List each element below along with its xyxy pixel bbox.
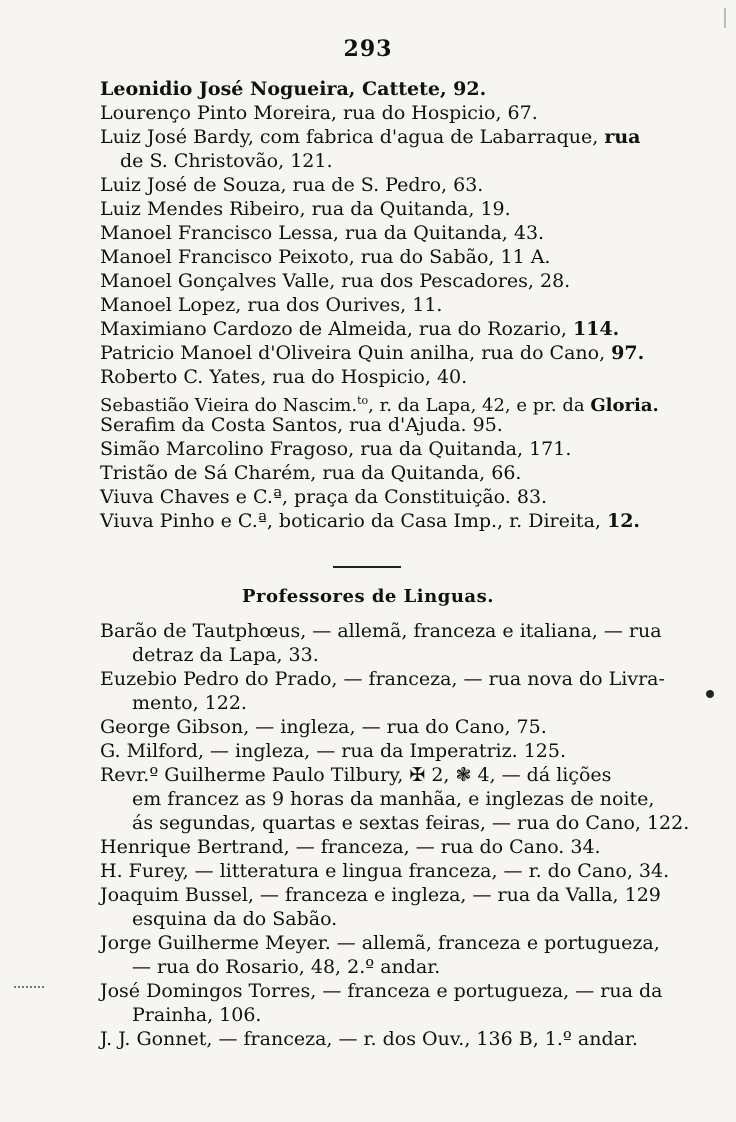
professor-line: Henrique Bertrand, — franceza, — rua do Cano. 34.: [100, 836, 601, 858]
ink-dot: [706, 690, 714, 698]
entry-line: Tristão de Sá Charém, rua da Quitanda, 66.: [100, 462, 522, 484]
professor-line: George Gibson, — ingleza, — rua do Cano, 75.: [100, 716, 547, 738]
entry-line: Sebastião Vieira do Nascim.$^{to}$, r. da Lapa, 42, e pr. da Gloria.: [100, 394, 659, 416]
professor-line: Euzebio Pedro do Prado, — franceza, — rua nova do Livra-: [100, 668, 665, 690]
entry-line: Viuva Pinho e C.ª, boticario da Casa Imp., r. Direita, 12.: [100, 510, 641, 532]
entry-line: Maximiano Cardozo de Almeida, rua do Rozario, 114.: [100, 318, 620, 340]
entry-line: Simão Marcolino Fragoso, rua da Quitanda, 171.: [100, 438, 572, 460]
entry-line: Leonidio José Nogueira, Cattete, 92.: [100, 78, 487, 100]
professor-line: J. J. Gonnet, — franceza, — r. dos Ouv., 136 B, 1.º andar.: [100, 1028, 638, 1050]
scan-mark: [724, 8, 726, 28]
entry-line: Manoel Gonçalves Valle, rua dos Pescadores, 28.: [100, 270, 571, 292]
entry-line: Patricio Manoel d'Oliveira Quin anilha, rua do Cano, 97.: [100, 342, 645, 364]
professor-line: Barão de Tautphœus, — allemã, franceza e italiana, — rua: [100, 620, 662, 642]
entry-line: Luiz José Bardy, com fabrica d'agua de Labarraque, rua: [100, 126, 641, 148]
professor-line: em francez as 9 horas da manhãa, e inglezas de noite,: [132, 788, 655, 810]
entry-line: Luiz José de Souza, rua de S. Pedro, 63.: [100, 174, 484, 196]
entry-line: Luiz Mendes Ribeiro, rua da Quitanda, 19.: [100, 198, 511, 220]
professor-line: — rua do Rosario, 48, 2.º andar.: [132, 956, 441, 978]
entry-line: Serafim da Costa Santos, rua d'Ajuda. 95.: [100, 414, 503, 436]
page-number: 293: [343, 36, 393, 62]
professor-line: H. Furey, — litteratura e lingua franceza, — r. do Cano, 34.: [100, 860, 670, 882]
professor-line: Prainha, 106.: [132, 1004, 262, 1026]
professor-line: Jorge Guilherme Meyer. — allemã, franceza e portugueza,: [100, 932, 660, 954]
entry-line: de S. Christovão, 121.: [120, 150, 333, 172]
professor-line: esquina da do Sabão.: [132, 908, 338, 930]
professor-line: mento, 122.: [132, 692, 247, 714]
entry-line: Manoel Francisco Lessa, rua da Quitanda, 43.: [100, 222, 545, 244]
professor-line: detraz da Lapa, 33.: [132, 644, 319, 666]
professor-line: ás segundas, quartas e sextas feiras, — rua do Cano, 122.: [132, 812, 690, 834]
entry-line: Lourenço Pinto Moreira, rua do Hospicio, 67.: [100, 102, 538, 124]
entry-line: Viuva Chaves e C.ª, praça da Constituição. 83.: [100, 486, 548, 508]
professor-line: G. Milford, — ingleza, — rua da Imperatriz. 125.: [100, 740, 567, 762]
entry-line: Manoel Francisco Peixoto, rua do Sabão, 11 A.: [100, 246, 551, 268]
section-heading: Professores de Linguas.: [242, 586, 494, 607]
entry-line: Roberto C. Yates, rua do Hospicio, 40.: [100, 366, 468, 388]
professor-line: Joaquim Bussel, — franceza e ingleza, — rua da Valla, 129: [100, 884, 661, 906]
professor-line: Revr.º Guilherme Paulo Tilbury, ✠ 2, ❃ 4, — dá lições: [100, 764, 612, 786]
scan-mark: [14, 986, 44, 990]
professor-line: José Domingos Torres, — franceza e portugueza, — rua da: [100, 980, 663, 1002]
section-divider: [333, 566, 401, 568]
entry-line: Manoel Lopez, rua dos Ourives, 11.: [100, 294, 443, 316]
